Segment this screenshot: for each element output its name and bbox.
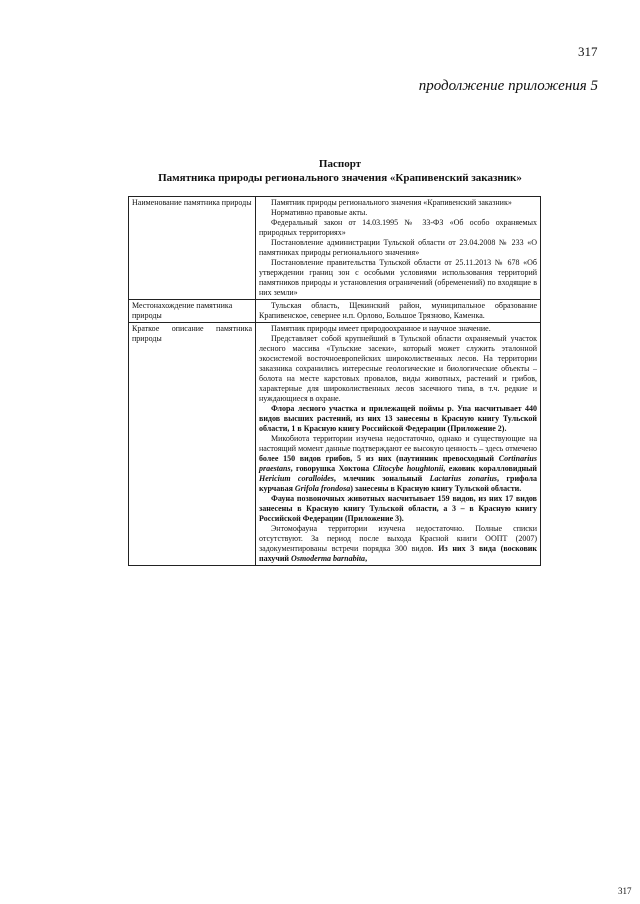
paragraph [259,434,537,494]
page-number-top: 317 [578,44,598,59]
text-run: , грифола курчавая [259,474,537,493]
table-row [129,300,541,323]
paragraph: Постановление правительства Тульской области от 25.11.2013 № 678 «Об утверждении границ зон с особыми условиями использования территорий памятников природы и установления ограничений (обременений) по входящие в них земли» [259,258,537,297]
paragraph [259,524,537,564]
row-label-description: Краткое описание памятника природы [129,323,256,566]
document-subtitle: Памятника природы регионального значения «Крапивенский заказник» [158,172,522,184]
appendix-label: продолжение приложения 5 [418,78,598,94]
paragraph: Нормативно правовые акты. [271,208,368,217]
species-name: Cortinarius praestans [259,454,537,473]
species-name: Osmoderma barnabita [291,554,366,563]
text-run: Микобиота территории изучена недостаточно, однако и существующие на настоящий момент данные подтверждают ее высокую ценность – здесь отмечено [259,434,537,453]
paragraph: Памятник природы имеет природоохранное и научное значение. [271,324,491,333]
row-content-name [256,197,541,300]
paragraph: Фауна позвоночных животных насчитывает 159 видов, из них 17 видов занесены в Красную книгу Тульской области, а 3 – в Красную книгу Российской Федерации (Приложение 3). [259,494,537,523]
species-name: Lactarius zonarius [429,474,498,483]
text-run [259,454,537,493]
text-run: более 150 видов грибов, 5 из них (паутинник превосходный [259,454,499,463]
row-label-name: Наименование памятника природы [129,197,256,300]
text-run: Энтомофауна территории изучена недостаточно. Полные списки отсутствуют. За период после выхода Красной книги ООПТ (2007) задокументированы встречи порядка 300 видов. [259,524,537,553]
row-content-location [256,300,541,323]
paragraph: Постановление администрации Тульской области от 23.04.2008 № 233 «О памятниках природы регионального значения» [259,238,537,257]
passport-table [128,196,541,566]
row-content-description [256,323,541,566]
species-name: Clitocybe houghtonii [372,464,444,473]
paragraph: Памятник природы регионального значения «Крапивенский заказник» [271,198,512,207]
text-run: Из них 3 вида (восковик пахучий [259,544,537,563]
row-label-location: Местонахождение памятника природы [129,300,256,323]
paragraph: Тульская область, Щекинский район, муниципальное образование Крапивенское, севернее н.п. Орлово, Большое Трязново, Каменка. [259,301,537,320]
text-run: ) занесены в Красную книгу Тульской области. [350,484,522,493]
paragraph: Представляет собой крупнейший в Тульской области охраняемый участок лесного массива «Тульские засеки», который может служить эталонной экосистемой восточноевропейских широколиственных лесов. На территории заказника сохранились интересные геологические и биологические объекты – болота на месте карстовых провалов, виды животных, растений и грибов, характерные для широколиственных лесов засечного типа, в т.ч. редкие и нуждающиеся в охране. [259,334,537,403]
paragraph: Федеральный закон от 14.03.1995 № 33-ФЗ «Об особо охраняемых природных территориях» [259,218,537,237]
text-run: , [365,554,368,563]
species-name: Hericium coralloides [259,474,334,483]
table-row [129,197,541,300]
text-run: , млечник зональный [333,474,430,483]
page-number-bottom: 317 [618,886,632,896]
species-name: Grifola frondosa [294,484,351,493]
text-run: , ежовик коралловидный [443,464,537,473]
text-run: , говорушка Хоктона [290,464,373,473]
paragraph: Флора лесного участка и прилежащей поймы р. Упа насчитывает 440 видов высших растений, из них 13 занесены в Красную книгу Тульской области, 1 в Красную книгу Российской Федерации (Приложение 2). [259,404,537,433]
table-row [129,323,541,566]
document-title: Паспорт [318,158,362,170]
